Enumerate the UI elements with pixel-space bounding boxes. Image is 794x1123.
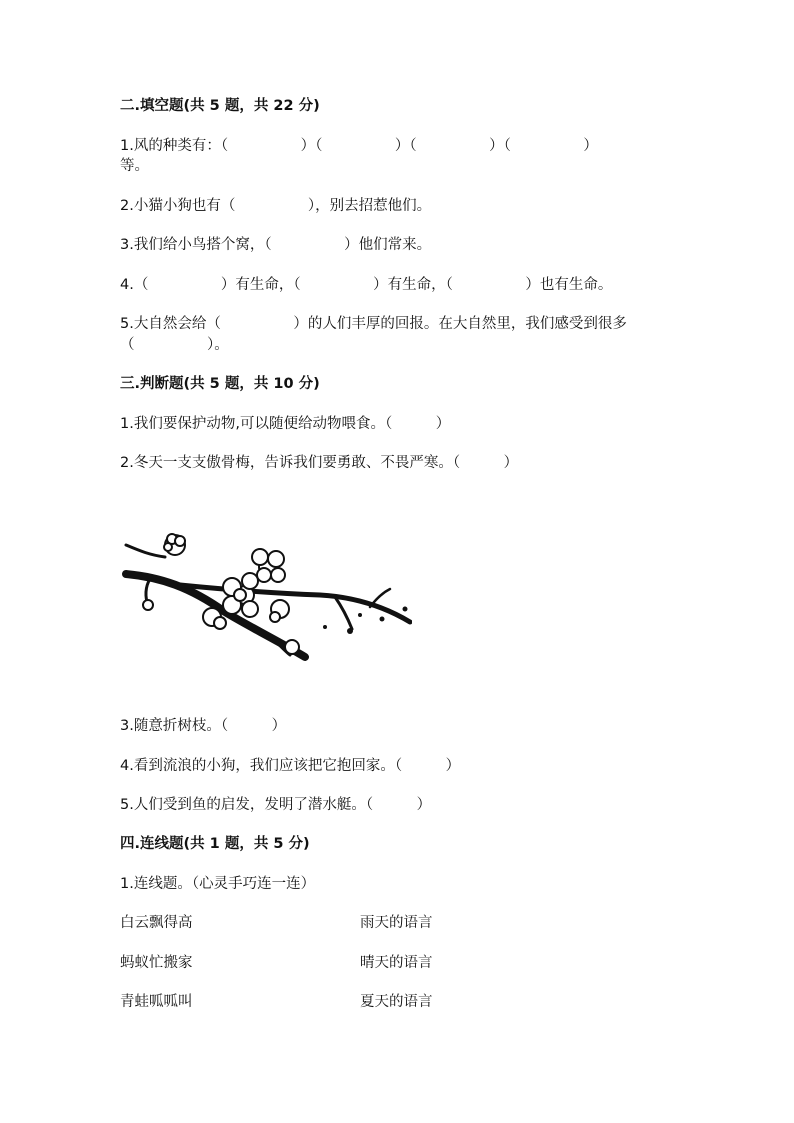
match-left-item[interactable]: 白云飘得高 bbox=[120, 915, 193, 931]
judge-question-3: 3.随意折树枝。（ ） bbox=[120, 718, 287, 734]
judge-question-1: 1.我们要保护动物,可以随便给动物喂食。（ ） bbox=[120, 416, 451, 432]
plum-blossom-branch-image bbox=[120, 527, 412, 675]
match-left-item[interactable]: 青蛙呱呱叫 bbox=[120, 994, 193, 1010]
judge-question-2: 2.冬天一支支傲骨梅，告诉我们要勇敢、不畏严寒。（ ） bbox=[120, 455, 519, 471]
fill-question-1-cont: 等。 bbox=[120, 158, 149, 174]
section2-heading: 二.填空题(共 5 题，共 22 分) bbox=[120, 98, 320, 114]
fill-question-1: 1.风的种类有：（ ）（ ）（ ）（ ） bbox=[120, 138, 598, 154]
fill-question-5-cont: （ ）。 bbox=[120, 337, 229, 353]
match-right-item[interactable]: 晴天的语言 bbox=[360, 955, 433, 971]
fill-question-5: 5.大自然会给（ ）的人们丰厚的回报。在大自然里，我们感受到很多 bbox=[120, 316, 627, 332]
section4-heading: 四.连线题(共 1 题，共 5 分) bbox=[120, 836, 310, 852]
fill-question-4: 4.（ ）有生命，（ ）有生命，（ ）也有生命。 bbox=[120, 277, 613, 293]
match-question-1: 1.连线题。（心灵手巧连一连） bbox=[120, 876, 316, 892]
match-left-item[interactable]: 蚂蚁忙搬家 bbox=[120, 955, 193, 971]
match-right-item[interactable]: 夏天的语言 bbox=[360, 994, 433, 1010]
section3-heading: 三.判断题(共 5 题，共 10 分) bbox=[120, 376, 320, 392]
judge-question-4: 4.看到流浪的小狗，我们应该把它抱回家。（ ） bbox=[120, 758, 461, 774]
fill-question-2: 2.小猫小狗也有（ ），别去招惹他们。 bbox=[120, 198, 432, 214]
fill-question-3: 3.我们给小鸟搭个窝，（ ）他们常来。 bbox=[120, 237, 432, 253]
match-right-item[interactable]: 雨天的语言 bbox=[360, 915, 433, 931]
judge-question-5: 5.人们受到鱼的启发，发明了潜水艇。（ ） bbox=[120, 797, 432, 813]
